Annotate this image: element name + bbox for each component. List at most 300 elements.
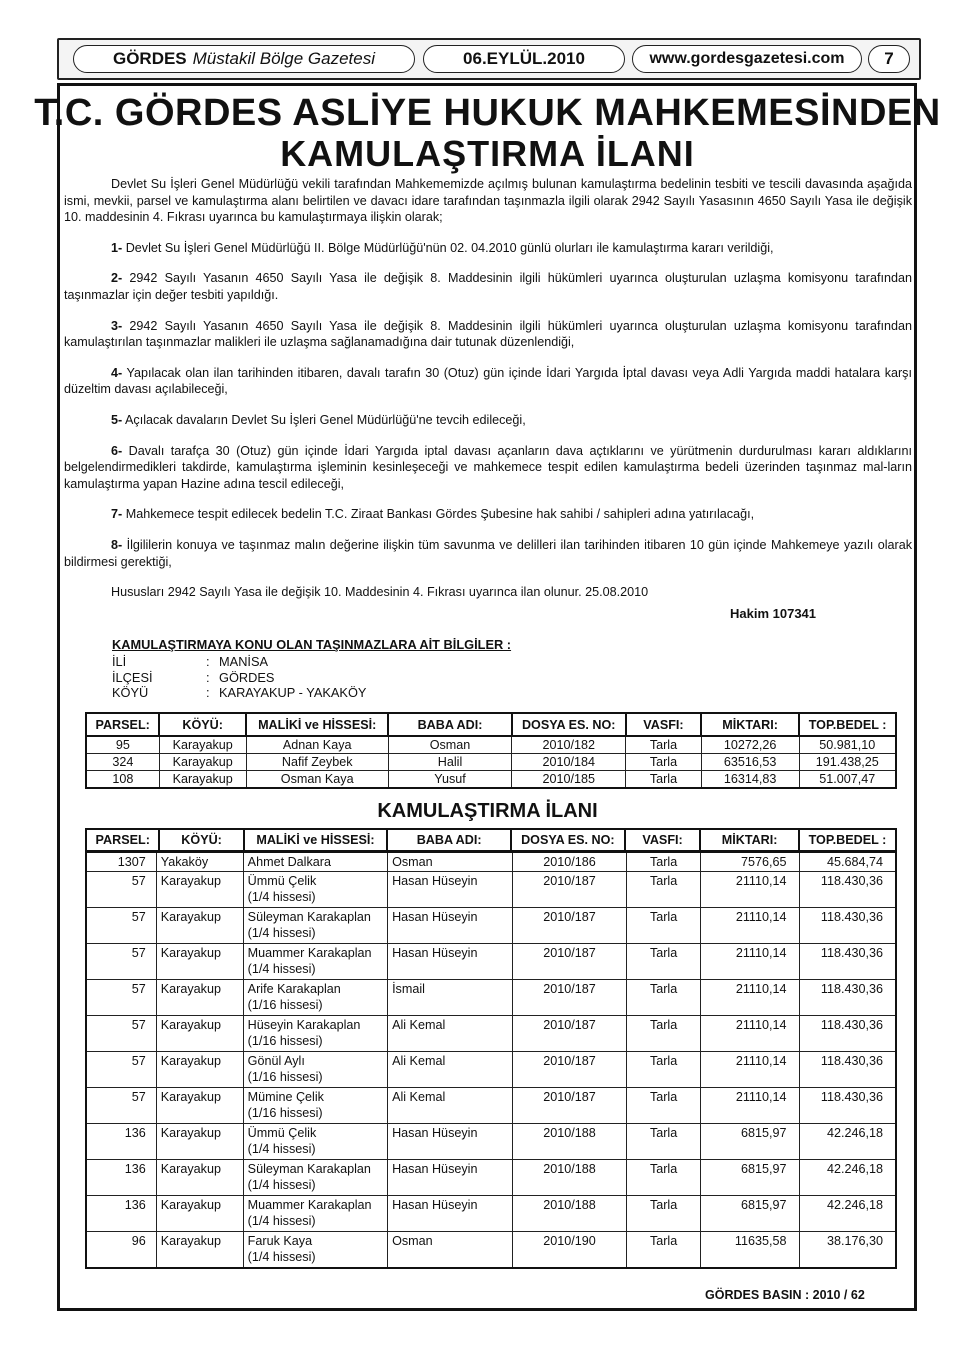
table-cell: Halil <box>388 754 511 771</box>
table-cell-vasif <box>627 1160 700 1196</box>
notice-item <box>64 318 912 351</box>
cell-value: 136 <box>124 1162 146 1176</box>
table-cell: Adnan Kaya <box>246 736 388 754</box>
table-cell: Karayakup <box>159 736 246 754</box>
table-row <box>86 771 896 789</box>
cell-value: 2010/187 <box>543 1018 596 1032</box>
cell-value: 57 <box>131 1018 146 1032</box>
item-number: 7- <box>111 507 123 522</box>
table-cell-miktar <box>700 1052 799 1088</box>
cell-value: 57 <box>131 1090 146 1104</box>
table-cell-bedel <box>799 1160 896 1196</box>
table-cell: 10272,26 <box>701 736 799 754</box>
table-cell: 108 <box>86 771 159 789</box>
notice-subtitle: KAMULAŞTIRMA İLANI <box>280 133 695 174</box>
table-row <box>86 1196 896 1232</box>
table-cell: 2010/185 <box>512 771 626 789</box>
item-number: 8- <box>111 537 123 552</box>
website-pill <box>632 45 862 73</box>
cell-value: Ali Kemal <box>392 1018 446 1032</box>
cell-value: 45.684,74 <box>826 855 883 869</box>
cell-value: 6815,97 <box>740 1162 787 1176</box>
cell-value: Karayakup <box>160 1234 221 1248</box>
column-header: TOP.BEDEL : <box>799 713 896 736</box>
table-cell: 191.438,25 <box>799 754 896 771</box>
column-header: BABA ADI: <box>388 713 511 736</box>
info-key: İLÇESİ <box>112 669 153 685</box>
table-cell-vasif <box>627 1196 700 1232</box>
table-cell: Tarla <box>626 754 701 771</box>
table-cell-parsel <box>86 944 156 980</box>
table-cell-dosya <box>512 1196 627 1232</box>
table-cell: 2010/184 <box>512 754 626 771</box>
table-cell-malik <box>243 852 387 872</box>
table-cell-miktar <box>700 1196 799 1232</box>
table-row <box>86 1016 896 1052</box>
item-text: Davalı tarafça 30 (Otuz) gün içinde İdari Yargıda iptal davası açanların dava açtıklarını ve yürütmenin durdurulması kararı aldıklarını belgelendirmedikleri takdirde, kamulaştırma işleminin kesinleşeceği ve mahkemece tespit edilen kamulaştırma bedeli üzerinden taşınmaz mal-ların kamulaştırma yapan Hazine adına tescil edileceği, <box>64 443 913 491</box>
cell-value: 2010/188 <box>543 1126 596 1140</box>
notice-item <box>64 412 912 429</box>
table-row <box>86 736 896 754</box>
item-number: 4- <box>111 365 123 380</box>
table-cell-koy <box>156 1052 243 1088</box>
website-link[interactable]: www.gordesgazetesi.com <box>649 50 845 67</box>
second-notice-title: KAMULAŞTIRMA İLANI <box>377 800 598 822</box>
table-cell-bedel <box>799 980 896 1016</box>
issue-date: 06.EYLÜL.2010 <box>463 49 585 68</box>
column-header: DOSYA ES. NO: <box>511 829 625 851</box>
property-info-row: İLÇESİ : GÖRDES <box>112 669 275 685</box>
cell-value: 2010/187 <box>543 946 596 960</box>
table-cell-miktar <box>700 1160 799 1196</box>
cell-value: 11635,58 <box>734 1234 787 1248</box>
table-cell-dosya <box>512 1232 627 1269</box>
table-cell-miktar <box>700 1016 799 1052</box>
cell-value: 2010/187 <box>543 982 596 996</box>
column-header: VASFI: <box>625 829 701 851</box>
cell-value: 6815,97 <box>740 1126 787 1140</box>
table-cell-vasif <box>627 1052 700 1088</box>
table-cell: 2010/182 <box>512 736 626 754</box>
column-header: PARSEL: <box>86 713 159 736</box>
table-cell: 16314,83 <box>701 771 799 789</box>
cell-value: Tarla <box>649 855 678 869</box>
table-row <box>86 754 896 771</box>
table-cell-miktar <box>700 944 799 980</box>
table-cell-bedel <box>799 1088 896 1124</box>
table-cell-baba <box>388 908 513 944</box>
table-cell-baba <box>388 980 513 1016</box>
cell-value: Tarla <box>649 1018 678 1032</box>
info-key: KÖYÜ <box>112 685 149 701</box>
cell-value: 57 <box>131 946 146 960</box>
table-cell-koy <box>156 908 243 944</box>
cell-value: 118.430,36 <box>820 982 883 996</box>
column-header: TOP.BEDEL : <box>799 829 896 851</box>
cell-value: Karayakup <box>160 1054 221 1068</box>
table-cell: 95 <box>86 736 159 754</box>
table-cell-baba <box>388 1196 513 1232</box>
table-cell-vasif <box>627 908 700 944</box>
cell-value: Tarla <box>649 946 678 960</box>
cell-value: 96 <box>131 1234 146 1248</box>
cell-value: Ali Kemal <box>392 1090 446 1104</box>
cell-value: Karayakup <box>160 874 221 888</box>
table-row <box>86 872 896 908</box>
share-note: (1/4 hissesi) <box>247 1178 316 1192</box>
table-cell: Tarla <box>626 736 701 754</box>
parcel-table-2 <box>85 851 897 1269</box>
table-cell-dosya <box>512 980 627 1016</box>
notice-body <box>64 176 912 615</box>
table-cell-malik <box>243 1124 387 1160</box>
table-cell-miktar <box>700 1232 799 1269</box>
table-row <box>86 1160 896 1196</box>
cell-value: Arife Karakaplan <box>247 982 341 996</box>
cell-value: Hasan Hüseyin <box>392 1126 478 1140</box>
cell-value: Karayakup <box>160 1126 221 1140</box>
table-row <box>86 1124 896 1160</box>
cell-value: Süleyman Karakaplan <box>247 1162 371 1176</box>
table-cell-parsel <box>86 1088 156 1124</box>
notice-item <box>64 365 912 398</box>
table-cell-vasif <box>627 1232 700 1269</box>
table-cell-koy <box>156 872 243 908</box>
property-info-row: KÖYÜ : KARAYAKUP - YAKAKÖY <box>112 685 367 701</box>
table-cell-koy <box>156 980 243 1016</box>
paper-name-pill <box>73 45 415 73</box>
item-text: Yapılacak olan ilan tarihinden itibaren, davalı tarafın 30 (Otuz) gün içinde İdari Yargıda İptal davası veya Adli Yargıda maddi hatalara karşı düzeltim davası açılabileceği, <box>64 365 912 397</box>
table-cell-dosya <box>512 908 627 944</box>
cell-value: 42.246,18 <box>826 1198 883 1212</box>
table-cell-vasif <box>627 852 700 872</box>
table-cell-parsel <box>86 1196 156 1232</box>
cell-value: Hasan Hüseyin <box>392 910 478 924</box>
table-cell: 324 <box>86 754 159 771</box>
table-cell: Karayakup <box>159 754 246 771</box>
cell-value: 118.430,36 <box>820 946 883 960</box>
cell-value: 21110,14 <box>735 1054 787 1068</box>
table-cell-koy <box>156 1016 243 1052</box>
share-note: (1/16 hissesi) <box>247 1034 323 1048</box>
table-cell-bedel <box>799 1052 896 1088</box>
table-cell-dosya <box>512 944 627 980</box>
info-key: İLİ <box>112 653 127 669</box>
cell-value: Faruk Kaya <box>247 1234 313 1248</box>
table-cell-vasif <box>627 1016 700 1052</box>
table-cell-miktar <box>700 908 799 944</box>
table-cell: Yusuf <box>388 771 511 789</box>
table-cell-miktar <box>700 1088 799 1124</box>
cell-value: Hasan Hüseyin <box>392 1162 478 1176</box>
cell-value: Hüseyin Karakaplan <box>247 1018 361 1032</box>
share-note: (1/4 hissesi) <box>247 890 316 904</box>
cell-value: Karayakup <box>160 946 221 960</box>
table-cell-koy <box>156 944 243 980</box>
cell-value: 57 <box>131 910 146 924</box>
cell-value: 118.430,36 <box>820 1090 883 1104</box>
table-cell-parsel <box>86 980 156 1016</box>
cell-value: 2010/188 <box>543 1198 596 1212</box>
cell-value: 136 <box>124 1126 146 1140</box>
column-header: VASFI: <box>626 713 701 736</box>
cell-value: 21110,14 <box>735 1090 787 1104</box>
table-cell-bedel <box>799 944 896 980</box>
cell-value: Ümmü Çelik <box>247 874 317 888</box>
cell-value: 21110,14 <box>735 910 787 924</box>
cell-value: Ahmet Dalkara <box>247 855 331 869</box>
cell-value: 2010/187 <box>543 1054 596 1068</box>
cell-value: Tarla <box>649 910 678 924</box>
column-header: BABA ADI: <box>387 829 511 851</box>
table-cell-koy <box>156 852 243 872</box>
table-cell: Osman <box>388 736 511 754</box>
table-cell-malik <box>243 872 387 908</box>
table-cell-parsel <box>86 908 156 944</box>
table-cell-parsel <box>86 1160 156 1196</box>
cell-value: 57 <box>131 874 146 888</box>
table-cell-bedel <box>799 1124 896 1160</box>
cell-value: 118.430,36 <box>820 874 883 888</box>
cell-value: Hasan Hüseyin <box>392 1198 478 1212</box>
notice-item <box>64 270 912 303</box>
table-cell-baba <box>388 944 513 980</box>
table-cell-baba <box>388 852 513 872</box>
cell-value: 42.246,18 <box>826 1126 883 1140</box>
table-cell-malik <box>243 1232 387 1269</box>
table-cell-vasif <box>627 944 700 980</box>
table-cell-baba <box>388 1232 513 1269</box>
table-cell: Karayakup <box>159 771 246 789</box>
table-cell: Nafif Zeybek <box>246 754 388 771</box>
item-number: 2- <box>111 271 123 286</box>
share-note: (1/4 hissesi) <box>247 1214 316 1228</box>
share-note: (1/4 hissesi) <box>247 1250 316 1264</box>
cell-value: Karayakup <box>160 1162 221 1176</box>
cell-value: Ali Kemal <box>392 1054 446 1068</box>
table-cell-bedel <box>799 1016 896 1052</box>
notice-item <box>64 240 912 257</box>
notice-intro: Devlet Su İşleri Genel Müdürlüğü vekili tarafından Mahkememizde açılmış bulunan kamulaştırma bedelinin tesbiti ve tescili davasında aşağıda ismi, mevkii, parsel ve kamulaştırma alanı belirtilen ve davacı idare tarafından taşınmazla ilgili olarak 2942 Sayılı Yasasının 4650 Sayılı Yasa ile değişik 10. maddesinin 4. Fıkrası uyarınca bu kamulaştırmaya ilişkin olarak; <box>64 177 912 225</box>
notice-items <box>64 240 912 570</box>
cell-value: Osman <box>392 1234 433 1248</box>
cell-value: İsmail <box>392 982 425 996</box>
table-cell-miktar <box>700 1124 799 1160</box>
table-cell-dosya <box>512 1124 627 1160</box>
table-cell-malik <box>243 1016 387 1052</box>
table-cell: 51.007,47 <box>799 771 896 789</box>
table-cell-dosya <box>512 872 627 908</box>
info-value: KARAYAKUP - YAKAKÖY <box>219 685 367 701</box>
header-bar <box>57 38 921 80</box>
date-pill <box>423 45 625 73</box>
table-header-row <box>86 829 896 851</box>
cell-value: Hasan Hüseyin <box>392 946 478 960</box>
info-value: MANİSA <box>219 653 269 669</box>
cell-value: Tarla <box>649 1126 678 1140</box>
cell-value: 118.430,36 <box>820 910 883 924</box>
cell-value: Hasan Hüseyin <box>392 874 478 888</box>
cell-value: 21110,14 <box>735 1018 787 1032</box>
table-cell-parsel <box>86 852 156 872</box>
cell-value: Yakaköy <box>160 855 209 869</box>
property-info-row: İLİ : MANİSA <box>112 653 269 669</box>
cell-value: 2010/187 <box>543 910 596 924</box>
cell-value: Tarla <box>649 874 678 888</box>
table-cell-parsel <box>86 1016 156 1052</box>
table-cell-koy <box>156 1160 243 1196</box>
cell-value: 42.246,18 <box>826 1162 883 1176</box>
cell-value: Tarla <box>649 1054 678 1068</box>
column-header: PARSEL: <box>86 829 159 851</box>
table-cell-miktar <box>700 872 799 908</box>
item-number: 3- <box>111 318 123 333</box>
cell-value: 136 <box>124 1198 146 1212</box>
cell-value: 38.176,30 <box>826 1234 883 1248</box>
table-row <box>86 852 896 872</box>
table-cell-malik <box>243 1088 387 1124</box>
notice-item <box>64 506 912 523</box>
table-cell-bedel <box>799 852 896 872</box>
table-cell-bedel <box>799 908 896 944</box>
table-cell-baba <box>388 872 513 908</box>
column-header: MALİKİ ve HİSSESİ: <box>244 829 387 851</box>
column-header: MALİKİ ve HİSSESİ: <box>246 713 388 736</box>
cell-value: Tarla <box>649 1162 678 1176</box>
table-cell-koy <box>156 1088 243 1124</box>
table-cell: 63516,53 <box>701 754 799 771</box>
table-cell-dosya <box>512 852 627 872</box>
table-cell-miktar <box>700 852 799 872</box>
cell-value: Süleyman Karakaplan <box>247 910 371 924</box>
table-cell-vasif <box>627 872 700 908</box>
page-number-pill <box>868 45 910 73</box>
column-header: KÖYÜ: <box>159 829 243 851</box>
table-cell-bedel <box>799 1196 896 1232</box>
cell-value: Karayakup <box>160 910 221 924</box>
cell-value: 21110,14 <box>735 874 787 888</box>
table-cell-vasif <box>627 980 700 1016</box>
table-cell-bedel <box>799 1232 896 1269</box>
judge-signature: Hakim 107341 <box>730 606 817 621</box>
notice-item <box>64 537 912 570</box>
table-row <box>86 1052 896 1088</box>
table-cell-dosya <box>512 1160 627 1196</box>
table-cell: Osman Kaya <box>246 771 388 789</box>
item-text: Devlet Su İşleri Genel Müdürlüğü II. Bölge Müdürlüğü'nün 02. 04.2010 günlü olurları ile kamulaştırma kararı verildiği, <box>125 240 774 255</box>
table-cell-malik <box>243 908 387 944</box>
cell-value: 2010/188 <box>543 1162 596 1176</box>
item-text: 2942 Sayılı Yasanın 4650 Sayılı Yasa ile değişik 8. Maddesinin ilgili hükümleri uyarınca oluşturulan uzlaşma komisyonu tarafından kamulaştırılan taşınmazlar malikleri ile uzlaşma sağlanamadığına dair tutunak düzenlendiği, <box>64 318 912 350</box>
cell-value: 118.430,36 <box>820 1054 883 1068</box>
cell-value: 21110,14 <box>735 946 787 960</box>
table-cell-miktar <box>700 980 799 1016</box>
cell-value: 7576,65 <box>740 855 787 869</box>
cell-value: Karayakup <box>160 1198 221 1212</box>
cell-value: Tarla <box>649 1198 678 1212</box>
cell-value: 57 <box>131 1054 146 1068</box>
table-cell-parsel <box>86 1052 156 1088</box>
item-number: 5- <box>111 412 123 427</box>
cell-value: 1307 <box>117 855 146 869</box>
notice-closing: Hususları 2942 Sayılı Yasa ile değişik 10. Maddesinin 4. Fıkrası uyarınca ilan olunur. 25.08.2010 <box>111 585 649 600</box>
cell-value: 57 <box>131 982 146 996</box>
cell-value: Tarla <box>649 1090 678 1104</box>
share-note: (1/4 hissesi) <box>247 926 316 940</box>
column-header: MİKTARI: <box>701 713 799 736</box>
table-cell-koy <box>156 1124 243 1160</box>
item-text: 2942 Sayılı Yasanın 4650 Sayılı Yasa ile değişik 8. Maddesinin ilgili hükümleri uyarınca oluşturulan uzlaşma komisyonu tarafından taşınmazlar için değer tesbiti yapıldığı. <box>64 271 912 302</box>
column-header: DOSYA ES. NO: <box>512 713 626 736</box>
table-row <box>86 1232 896 1269</box>
table-cell-baba <box>388 1052 513 1088</box>
cell-value: Muammer Karakaplan <box>247 946 372 960</box>
item-text: İlgililerin konuya ve taşınmaz malın değerine ilişkin tüm savunma ve delilleri ilan tarihinden itibaren 10 gün içinde Mahkemeye yazılı olarak bildirmesi gerektiği, <box>64 537 913 569</box>
paper-subtitle: Müstakil Bölge Gazetesi <box>192 49 376 68</box>
share-note: (1/16 hissesi) <box>247 1106 323 1120</box>
page-number: 7 <box>884 49 894 68</box>
cell-value: Muammer Karakaplan <box>247 1198 372 1212</box>
table-cell-malik <box>243 944 387 980</box>
notice-item <box>64 443 912 493</box>
column-header: KÖYÜ: <box>159 713 246 736</box>
cell-value: Karayakup <box>160 1018 221 1032</box>
table-cell-dosya <box>512 1052 627 1088</box>
item-number: 6- <box>111 443 123 458</box>
column-header: MİKTARI: <box>700 829 798 851</box>
parcel-table-1 <box>85 712 897 789</box>
table-cell: Tarla <box>626 771 701 789</box>
property-info-heading: KAMULAŞTIRMAYA KONU OLAN TAŞINMAZLARA AİT BİLGİLER : <box>112 637 512 652</box>
cell-value: Karayakup <box>160 1090 221 1104</box>
footer-reference: GÖRDES BASIN : 2010 / 62 <box>705 1288 865 1302</box>
table-cell-malik <box>243 1160 387 1196</box>
table-cell-parsel <box>86 1124 156 1160</box>
cell-value: 6815,97 <box>740 1198 787 1212</box>
cell-value: Karayakup <box>160 982 221 996</box>
table-cell-baba <box>388 1016 513 1052</box>
share-note: (1/4 hissesi) <box>247 1142 316 1156</box>
cell-value: 21110,14 <box>735 982 787 996</box>
table-row <box>86 944 896 980</box>
table-cell-koy <box>156 1232 243 1269</box>
table-row <box>86 908 896 944</box>
cell-value: Tarla <box>649 1234 678 1248</box>
table-cell-baba <box>388 1160 513 1196</box>
notice-title: T.C. GÖRDES ASLİYE HUKUK MAHKEMESİNDEN <box>34 92 941 134</box>
table-cell-vasif <box>627 1088 700 1124</box>
table-header-row <box>86 713 896 736</box>
cell-value: 2010/186 <box>543 855 596 869</box>
parcel-table-2-header <box>85 828 897 852</box>
share-note: (1/16 hissesi) <box>247 998 323 1012</box>
table-cell-malik <box>243 1052 387 1088</box>
table-cell-parsel <box>86 872 156 908</box>
table-cell-vasif <box>627 1124 700 1160</box>
cell-value: 118.430,36 <box>820 1018 883 1032</box>
info-value: GÖRDES <box>219 669 275 685</box>
item-text: Açılacak davaların Devlet Su İşleri Genel Müdürlüğü'ne tevcih edileceği, <box>125 412 526 427</box>
paper-name: GÖRDES <box>112 49 187 68</box>
table-row <box>86 1088 896 1124</box>
table-row <box>86 980 896 1016</box>
cell-value: Osman <box>392 855 433 869</box>
table-cell-dosya <box>512 1088 627 1124</box>
table-cell-bedel <box>799 872 896 908</box>
share-note: (1/16 hissesi) <box>247 1070 323 1084</box>
cell-value: 2010/190 <box>543 1234 596 1248</box>
share-note: (1/4 hissesi) <box>247 962 316 976</box>
